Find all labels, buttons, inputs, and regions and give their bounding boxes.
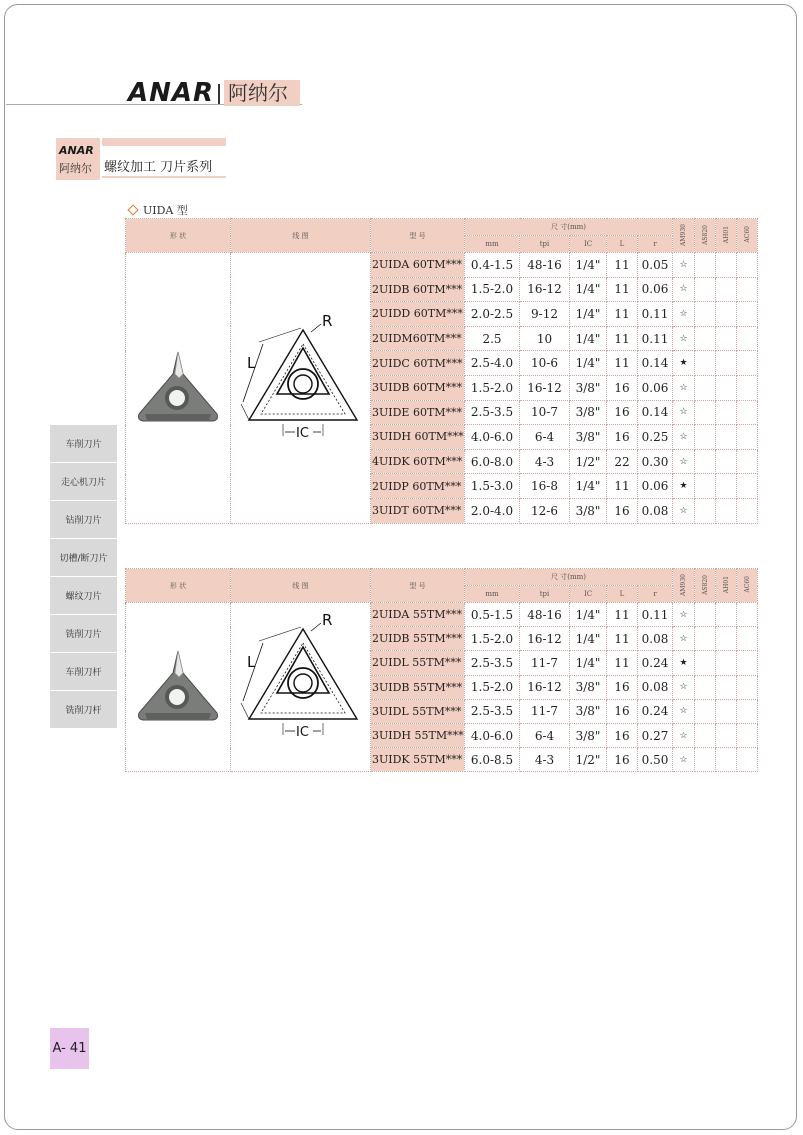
ic-cell: 3/8" xyxy=(570,699,607,723)
grade-empty xyxy=(695,253,716,278)
grade-empty xyxy=(695,326,716,351)
grade-mark: ☆ xyxy=(673,603,695,627)
r-cell: 0.24 xyxy=(638,699,673,723)
grade-mark: ☆ xyxy=(673,400,695,425)
col-header-shape: 形 状 xyxy=(126,219,231,253)
insert-drawing-cell xyxy=(231,253,371,524)
grade-empty xyxy=(695,498,716,523)
tpi-cell: 9-12 xyxy=(520,302,570,327)
grade-empty xyxy=(695,675,716,699)
model-cell: 3UIDT 60TM*** xyxy=(371,498,465,523)
triangular-insert-image xyxy=(133,348,223,428)
mm-cell: 2.5-4.0 xyxy=(465,351,520,376)
l-cell: 11 xyxy=(607,474,638,499)
tpi-cell: 4-3 xyxy=(520,748,570,772)
grade-mark: ☆ xyxy=(673,277,695,302)
tpi-cell: 4-3 xyxy=(520,449,570,474)
l-cell: 16 xyxy=(607,425,638,450)
ic-cell: 1/4" xyxy=(570,603,607,627)
grade-empty xyxy=(737,748,758,772)
col-header-ic: IC xyxy=(570,236,607,253)
col-header-grade: AH01 xyxy=(716,219,737,253)
sidebar-item[interactable]: 铣削刀杆 xyxy=(50,691,117,729)
ic-cell: 3/8" xyxy=(570,675,607,699)
col-header-ic: IC xyxy=(570,586,607,603)
grade-empty xyxy=(695,474,716,499)
r-cell: 0.08 xyxy=(638,627,673,651)
sidebar-item[interactable]: 车削刀杆 xyxy=(50,653,117,691)
col-header-drawing: 线 图 xyxy=(231,569,371,603)
grade-empty xyxy=(716,603,737,627)
series-subtitle-text: UIDA 型 xyxy=(143,204,188,217)
col-header-grade: AM930 xyxy=(673,569,695,603)
grade-empty xyxy=(737,627,758,651)
section-logo-box xyxy=(56,138,100,180)
grade-empty xyxy=(737,253,758,278)
col-header-tpi: tpi xyxy=(520,236,570,253)
grade-mark: ★ xyxy=(673,474,695,499)
ic-cell: 1/4" xyxy=(570,651,607,675)
insert-line-drawing xyxy=(233,607,368,767)
grade-empty xyxy=(695,699,716,723)
l-cell: 16 xyxy=(607,723,638,747)
ic-cell: 3/8" xyxy=(570,723,607,747)
tpi-cell: 16-12 xyxy=(520,277,570,302)
grade-empty xyxy=(716,723,737,747)
grade-empty xyxy=(737,603,758,627)
mm-cell: 1.5-2.0 xyxy=(465,375,520,400)
sidebar-item[interactable]: 螺纹刀片 xyxy=(50,577,117,615)
tpi-cell: 6-4 xyxy=(520,723,570,747)
ic-cell: 1/4" xyxy=(570,302,607,327)
ic-label: IC xyxy=(296,425,309,441)
grade-mark: ☆ xyxy=(673,425,695,450)
l-cell: 16 xyxy=(607,675,638,699)
l-cell: 11 xyxy=(607,351,638,376)
grade-mark: ☆ xyxy=(673,498,695,523)
grade-empty xyxy=(695,723,716,747)
r-cell: 0.08 xyxy=(638,498,673,523)
ic-cell: 1/4" xyxy=(570,277,607,302)
grade-mark: ☆ xyxy=(673,748,695,772)
l-cell: 11 xyxy=(607,277,638,302)
grade-empty xyxy=(716,748,737,772)
tpi-cell: 10-6 xyxy=(520,351,570,376)
series-subtitle xyxy=(127,202,188,218)
insert-drawing-cell xyxy=(231,603,371,772)
grade-mark: ☆ xyxy=(673,253,695,278)
sidebar-item[interactable]: 走心机刀片 xyxy=(50,463,117,501)
mm-cell: 1.5-2.0 xyxy=(465,675,520,699)
length-label: L xyxy=(247,653,256,672)
grade-empty xyxy=(716,351,737,376)
l-cell: 11 xyxy=(607,326,638,351)
r-cell: 0.27 xyxy=(638,723,673,747)
grade-empty xyxy=(737,326,758,351)
tpi-cell: 10 xyxy=(520,326,570,351)
tpi-cell: 16-8 xyxy=(520,474,570,499)
insert-shape-cell xyxy=(126,603,231,772)
l-cell: 11 xyxy=(607,253,638,278)
radius-label: R xyxy=(322,311,333,330)
ic-cell: 3/8" xyxy=(570,400,607,425)
grade-empty xyxy=(737,498,758,523)
l-cell: 16 xyxy=(607,498,638,523)
mm-cell: 1.5-3.0 xyxy=(465,474,520,499)
col-header-l: L xyxy=(607,236,638,253)
col-header-dimensions: 尺 寸(mm) xyxy=(465,569,673,586)
model-cell: 3UIDL 55TM*** xyxy=(371,699,465,723)
mm-cell: 1.5-2.0 xyxy=(465,277,520,302)
l-cell: 22 xyxy=(607,449,638,474)
category-sidebar xyxy=(50,425,117,729)
ic-cell: 1/2" xyxy=(570,748,607,772)
model-cell: 2UIDA 60TM*** xyxy=(371,253,465,278)
grade-empty xyxy=(695,449,716,474)
spec-table-60 xyxy=(125,218,758,524)
mm-cell: 0.5-1.5 xyxy=(465,603,520,627)
r-cell: 0.11 xyxy=(638,603,673,627)
section-title: 螺纹加工 刀片系列 xyxy=(104,160,213,175)
col-header-model: 型 号 xyxy=(371,569,465,603)
l-cell: 16 xyxy=(607,699,638,723)
model-cell: 2UIDA 55TM*** xyxy=(371,603,465,627)
brand-logo: ANAR xyxy=(128,78,215,108)
model-cell: 2UIDD 60TM*** xyxy=(371,302,465,327)
mm-cell: 4.0-6.0 xyxy=(465,425,520,450)
col-header-l: L xyxy=(607,586,638,603)
grade-empty xyxy=(716,449,737,474)
model-cell: 2UIDL 55TM*** xyxy=(371,651,465,675)
r-cell: 0.50 xyxy=(638,748,673,772)
grade-mark: ☆ xyxy=(673,675,695,699)
grade-empty xyxy=(716,253,737,278)
grade-empty xyxy=(716,400,737,425)
grade-empty xyxy=(716,675,737,699)
mm-cell: 1.5-2.0 xyxy=(465,627,520,651)
grade-empty xyxy=(716,651,737,675)
mm-cell: 2.5-3.5 xyxy=(465,400,520,425)
grade-empty xyxy=(695,400,716,425)
grade-empty xyxy=(695,627,716,651)
tpi-cell: 48-16 xyxy=(520,253,570,278)
r-cell: 0.14 xyxy=(638,351,673,376)
col-header-r: r xyxy=(638,236,673,253)
section-bar xyxy=(102,138,226,146)
ic-cell: 1/4" xyxy=(570,474,607,499)
r-cell: 0.08 xyxy=(638,675,673,699)
spec-table-55 xyxy=(125,568,758,772)
grade-mark: ☆ xyxy=(673,302,695,327)
col-header-grade: AC60 xyxy=(737,219,758,253)
tpi-cell: 48-16 xyxy=(520,603,570,627)
ic-cell: 1/2" xyxy=(570,449,607,474)
tpi-cell: 10-7 xyxy=(520,400,570,425)
col-header-r: r xyxy=(638,586,673,603)
tpi-cell: 16-12 xyxy=(520,375,570,400)
l-cell: 11 xyxy=(607,627,638,651)
r-cell: 0.06 xyxy=(638,375,673,400)
logo-divider xyxy=(218,84,220,104)
grade-empty xyxy=(716,277,737,302)
section-underline xyxy=(102,176,226,178)
grade-empty xyxy=(716,699,737,723)
model-cell: 3UIDH 55TM*** xyxy=(371,723,465,747)
mm-cell: 6.0-8.0 xyxy=(465,449,520,474)
col-header-grade: AC60 xyxy=(737,569,758,603)
r-cell: 0.05 xyxy=(638,253,673,278)
ic-cell: 1/4" xyxy=(570,253,607,278)
grade-empty xyxy=(737,675,758,699)
insert-line-drawing xyxy=(233,308,368,468)
section-header xyxy=(56,138,226,180)
triangular-insert-image xyxy=(133,647,223,727)
col-header-grade: AS820 xyxy=(695,569,716,603)
grade-empty xyxy=(737,449,758,474)
sidebar-item[interactable]: 铣削刀片 xyxy=(50,615,117,653)
mm-cell: 6.0-8.5 xyxy=(465,748,520,772)
table-row xyxy=(126,253,758,278)
section-logo: ANAR xyxy=(59,144,94,157)
col-header-mm: mm xyxy=(465,586,520,603)
mm-cell: 2.5-3.5 xyxy=(465,651,520,675)
model-cell: 4UIDK 60TM*** xyxy=(371,449,465,474)
model-cell: 2UIDB 55TM*** xyxy=(371,627,465,651)
grade-empty xyxy=(716,425,737,450)
grade-empty xyxy=(716,375,737,400)
grade-mark: ☆ xyxy=(673,449,695,474)
grade-empty xyxy=(737,375,758,400)
page-number: A- 41 xyxy=(50,1028,89,1069)
ic-cell: 3/8" xyxy=(570,375,607,400)
model-cell: 3UIDE 60TM*** xyxy=(371,400,465,425)
tpi-cell: 11-7 xyxy=(520,699,570,723)
grade-empty xyxy=(737,400,758,425)
table-row xyxy=(126,603,758,627)
l-cell: 16 xyxy=(607,748,638,772)
model-cell: 2UIDC 60TM*** xyxy=(371,351,465,376)
grade-empty xyxy=(695,651,716,675)
r-cell: 0.11 xyxy=(638,326,673,351)
grade-empty xyxy=(695,277,716,302)
model-cell: 2UIDB 60TM*** xyxy=(371,277,465,302)
r-cell: 0.24 xyxy=(638,651,673,675)
insert-shape-cell xyxy=(126,253,231,524)
col-header-model: 型 号 xyxy=(371,219,465,253)
l-cell: 11 xyxy=(607,603,638,627)
l-cell: 11 xyxy=(607,302,638,327)
grade-empty xyxy=(737,351,758,376)
sidebar-item[interactable]: 钻削刀片 xyxy=(50,501,117,539)
grade-empty xyxy=(737,425,758,450)
model-cell: 3UIDH 60TM*** xyxy=(371,425,465,450)
mm-cell: 2.0-4.0 xyxy=(465,498,520,523)
grade-empty xyxy=(737,651,758,675)
l-cell: 16 xyxy=(607,400,638,425)
model-cell: 3UIDK 55TM*** xyxy=(371,748,465,772)
tpi-cell: 11-7 xyxy=(520,651,570,675)
length-label: L xyxy=(247,353,256,372)
grade-empty xyxy=(695,302,716,327)
grade-empty xyxy=(737,277,758,302)
r-cell: 0.14 xyxy=(638,400,673,425)
ic-cell: 3/8" xyxy=(570,498,607,523)
col-header-dimensions: 尺 寸(mm) xyxy=(465,219,673,236)
r-cell: 0.06 xyxy=(638,277,673,302)
col-header-grade: AH01 xyxy=(716,569,737,603)
ic-cell: 1/4" xyxy=(570,351,607,376)
grade-empty xyxy=(695,603,716,627)
grade-empty xyxy=(737,723,758,747)
tpi-cell: 6-4 xyxy=(520,425,570,450)
model-cell: 3UIDB 55TM*** xyxy=(371,675,465,699)
grade-mark: ☆ xyxy=(673,375,695,400)
col-header-grade: AS820 xyxy=(695,219,716,253)
l-cell: 11 xyxy=(607,651,638,675)
grade-empty xyxy=(716,627,737,651)
ic-cell: 3/8" xyxy=(570,425,607,450)
mm-cell: 4.0-6.0 xyxy=(465,723,520,747)
brand-name-cn: 阿纳尔 xyxy=(224,80,300,106)
mm-cell: 0.4-1.5 xyxy=(465,253,520,278)
mm-cell: 2.5 xyxy=(465,326,520,351)
sidebar-item[interactable]: 切槽/断刀片 xyxy=(50,539,117,577)
diamond-icon xyxy=(127,204,138,215)
grade-empty xyxy=(695,748,716,772)
col-header-shape: 形 状 xyxy=(126,569,231,603)
grade-empty xyxy=(716,498,737,523)
l-cell: 16 xyxy=(607,375,638,400)
grade-mark: ☆ xyxy=(673,723,695,747)
grade-empty xyxy=(716,474,737,499)
grade-mark: ★ xyxy=(673,351,695,376)
grade-mark: ★ xyxy=(673,651,695,675)
r-cell: 0.11 xyxy=(638,302,673,327)
grade-empty xyxy=(716,326,737,351)
grade-mark: ☆ xyxy=(673,326,695,351)
col-header-drawing: 线 图 xyxy=(231,219,371,253)
r-cell: 0.25 xyxy=(638,425,673,450)
grade-empty xyxy=(695,375,716,400)
grade-mark: ☆ xyxy=(673,699,695,723)
r-cell: 0.30 xyxy=(638,449,673,474)
grade-empty xyxy=(737,699,758,723)
grade-empty xyxy=(737,474,758,499)
model-cell: 2UIDP 60TM*** xyxy=(371,474,465,499)
sidebar-item[interactable]: 车削刀片 xyxy=(50,425,117,463)
col-header-mm: mm xyxy=(465,236,520,253)
model-cell: 3UIDB 60TM*** xyxy=(371,375,465,400)
col-header-grade: AM930 xyxy=(673,219,695,253)
col-header-tpi: tpi xyxy=(520,586,570,603)
ic-cell: 1/4" xyxy=(570,326,607,351)
grade-empty xyxy=(695,351,716,376)
grade-empty xyxy=(695,425,716,450)
tpi-cell: 12-6 xyxy=(520,498,570,523)
tpi-cell: 16-12 xyxy=(520,627,570,651)
ic-cell: 1/4" xyxy=(570,627,607,651)
grade-empty xyxy=(737,302,758,327)
grade-empty xyxy=(716,302,737,327)
mm-cell: 2.5-3.5 xyxy=(465,699,520,723)
radius-label: R xyxy=(322,611,333,630)
model-cell: 2UIDM60TM*** xyxy=(371,326,465,351)
grade-mark: ☆ xyxy=(673,627,695,651)
mm-cell: 2.0-2.5 xyxy=(465,302,520,327)
section-logo-cn: 阿纳尔 xyxy=(59,162,92,175)
tpi-cell: 16-12 xyxy=(520,675,570,699)
ic-label: IC xyxy=(296,725,309,741)
r-cell: 0.06 xyxy=(638,474,673,499)
